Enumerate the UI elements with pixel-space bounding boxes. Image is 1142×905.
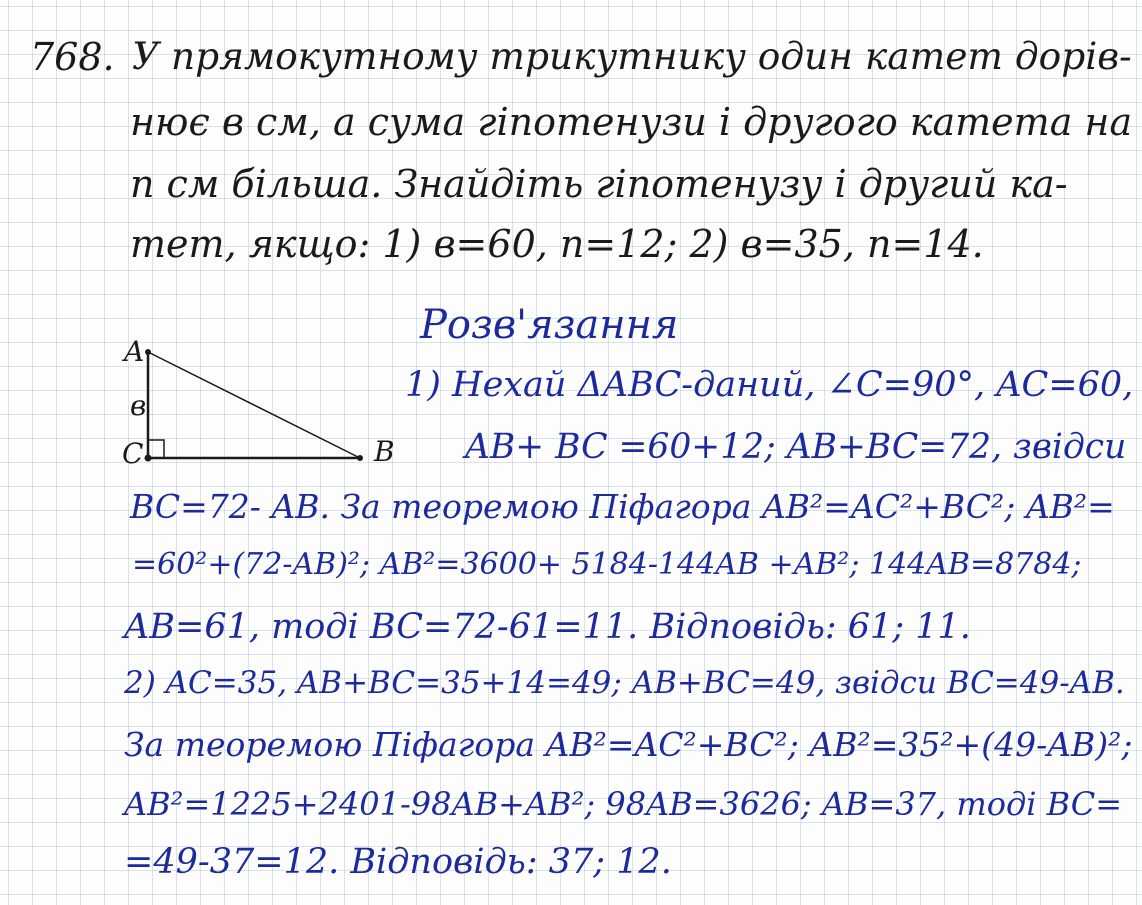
solution-line-5: AB=61, тоді BC=72-61=11. Відповідь: 61; 11.	[124, 607, 971, 647]
side-ab	[148, 352, 360, 458]
solution-title: Розв'язання	[420, 302, 679, 348]
solution-line-8: AB²=1225+2401-98AB+AB²; 98AB=3626; AB=37, тоді BC=	[124, 785, 1123, 823]
vertex-b	[357, 455, 363, 461]
right-angle-mark	[148, 440, 164, 458]
solution-line-1: 1) Нехай ΔABC-даний, ∠C=90°, AC=60,	[405, 365, 1134, 405]
solution-line-3: BC=72- AB. За теоремою Піфагора AB²=AC²+BC²; AB²=	[130, 487, 1115, 526]
problem-line-4: тет, якщо: 1) в=60, n=12; 2) в=35, n=14.	[130, 222, 984, 266]
vertex-label-c: C	[122, 437, 144, 470]
problem-line-2: нює в см, а сума гіпотенузи і другого катета на	[130, 100, 1133, 144]
problem-number: 768.	[30, 35, 115, 79]
solution-line-7: За теоремою Піфагора AB²=AC²+BC²; AB²=35²+(49-AB)²;	[124, 725, 1133, 764]
vertex-label-a: A	[124, 335, 145, 368]
solution-line-6: 2) AC=35, AB+BC=35+14=49; AB+BC=49, звідси BC=49-AB.	[124, 665, 1125, 701]
problem-line-3: n см більша. Знайдіть гіпотенузу і другий ка-	[130, 162, 1068, 206]
vertex-c	[145, 455, 152, 462]
problem-line-1: У прямокутному трикутнику один катет дорів-	[132, 34, 1132, 78]
side-label-b: в	[130, 389, 147, 422]
vertex-a	[145, 349, 151, 355]
solution-line-2: AB+ BC =60+12; AB+BC=72, звідси	[465, 427, 1127, 467]
solution-line-4: =60²+(72-AB)²; AB²=3600+ 5184-144AB +AB²; 144AB=8784;	[132, 547, 1082, 582]
vertex-label-b: B	[374, 435, 395, 468]
solution-line-9: =49-37=12. Відповідь: 37; 12.	[124, 842, 672, 882]
